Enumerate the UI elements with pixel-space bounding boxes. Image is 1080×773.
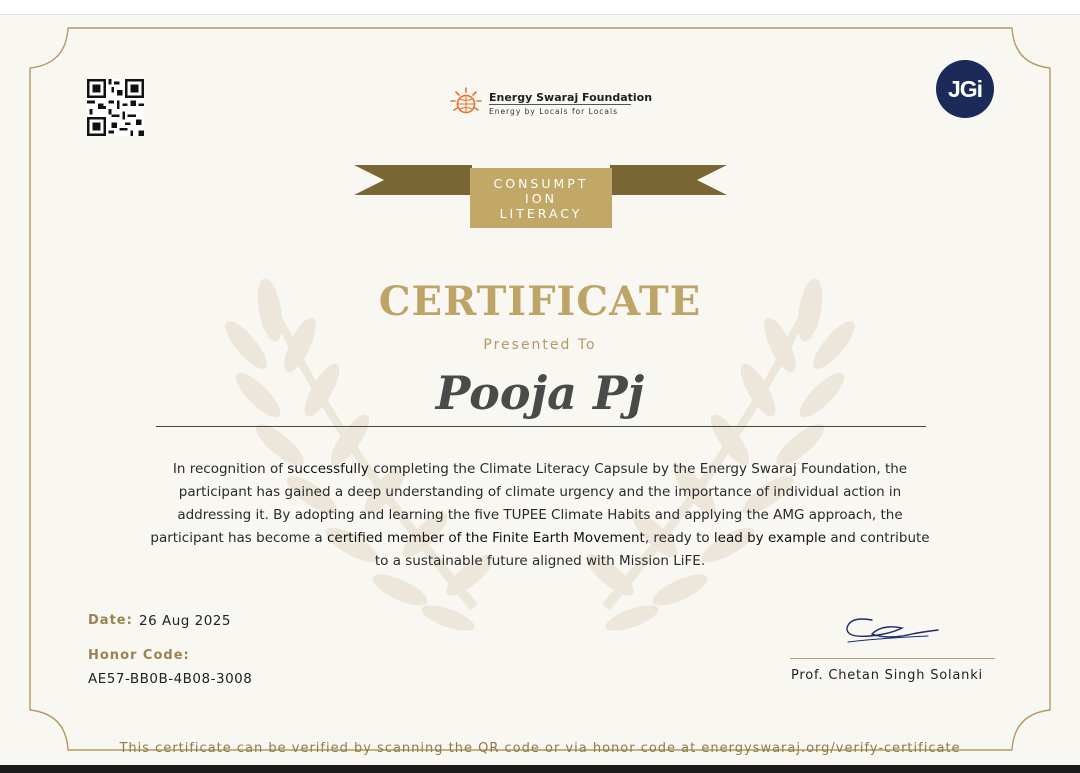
- ribbon-line-3: LITERACY: [499, 205, 583, 221]
- body-part-1: In recognition of: [172, 461, 288, 477]
- body-bold-3: lead by example: [713, 530, 827, 546]
- date-value: 26 Aug 2025: [139, 613, 231, 629]
- ribbon-line-1: CONSUMPT: [493, 175, 589, 191]
- body-part-4: and contribute to a sustainable future aligned with Mission LiFE.: [374, 530, 930, 569]
- ribbon-line-2: ION: [525, 190, 557, 206]
- body-part-2: completing the Climate Literacy Capsule by the Energy Swaraj Foundation, the participant has gained a deep understanding of climate urgency and the importance of individual action in addressing it. By adopting and learning the five TUPEE Climate Habits and applying the AMG approach, the participant has become a: [150, 461, 908, 546]
- jgi-logo: JGi: [936, 60, 994, 118]
- certificate-title: CERTIFICATE: [378, 278, 702, 325]
- window-bottom-bar: [0, 765, 1080, 773]
- body-bold-1: successfully: [287, 461, 369, 477]
- signatory-name: Prof. Chetan Singh Solanki: [791, 668, 983, 683]
- signature-icon: [842, 614, 942, 648]
- honor-code-value: AE57-BB0B-4B08-3008: [88, 671, 253, 687]
- recipient-name: Pooja Pj: [435, 366, 645, 420]
- honor-code-label: Honor Code:: [88, 648, 190, 663]
- signature-line: [790, 658, 995, 659]
- body-part-3: , ready to: [644, 530, 714, 546]
- date-label: Date:: [88, 613, 133, 628]
- verification-note: This certificate can be verified by scanning the QR code or via honor code at energyswaraj.org/verify-certificate: [119, 741, 961, 756]
- organization-tagline: Energy by Locals for Locals: [489, 107, 618, 116]
- recipient-name-underline: [156, 426, 926, 427]
- certificate-body: [150, 458, 930, 573]
- organization-name: Energy Swaraj Foundation: [489, 91, 653, 104]
- presented-to-label: Presented To: [483, 337, 597, 353]
- body-bold-2: certified member of the Finite Earth Movement: [327, 530, 645, 546]
